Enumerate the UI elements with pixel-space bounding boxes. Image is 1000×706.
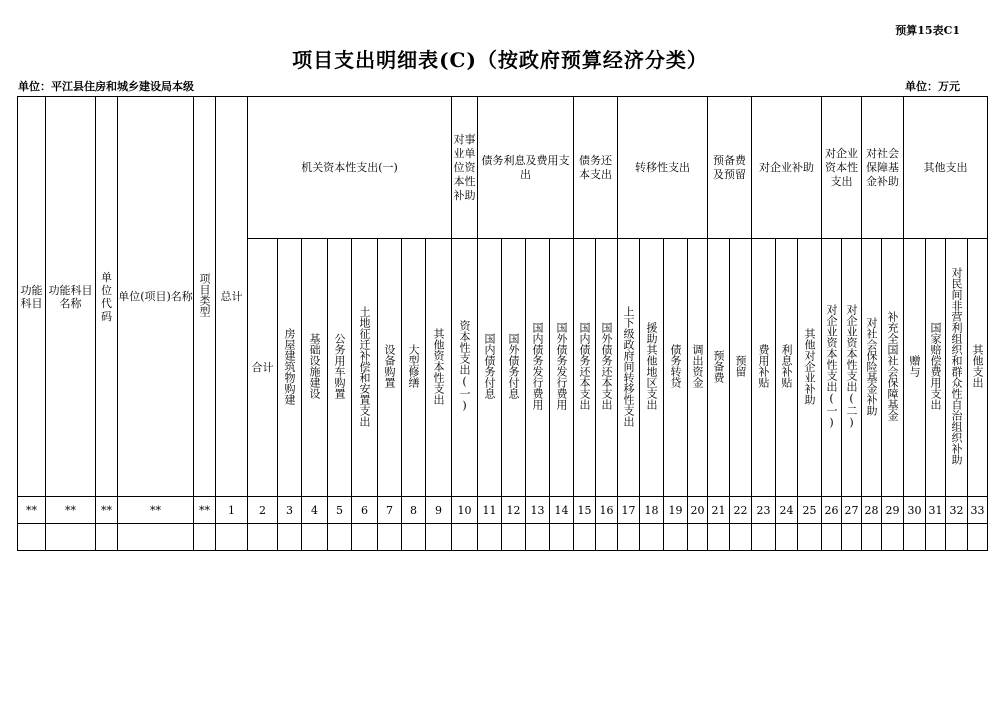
data-cell xyxy=(118,524,194,551)
data-cell xyxy=(968,524,988,551)
sub-col-header xyxy=(352,239,378,497)
group-header-1: 对事业单位资本性补助 xyxy=(452,97,478,239)
index-cell: ** xyxy=(96,497,118,524)
data-cell xyxy=(822,524,842,551)
sub-col-header xyxy=(688,239,708,497)
data-cell xyxy=(248,524,278,551)
sub-col-header xyxy=(478,239,502,497)
index-cell: 21 xyxy=(708,497,730,524)
sub-col-header xyxy=(640,239,664,497)
sub-col-label: 基础设施建设 xyxy=(308,333,321,399)
data-cell xyxy=(526,524,550,551)
data-cell xyxy=(926,524,946,551)
sub-col-header xyxy=(502,239,526,497)
index-cell: 26 xyxy=(822,497,842,524)
index-cell: 17 xyxy=(618,497,640,524)
sub-col-header xyxy=(882,239,904,497)
index-cell: ** xyxy=(118,497,194,524)
sub-col-label: 利息补贴 xyxy=(780,344,793,388)
col-header-total: 总计 xyxy=(216,97,248,497)
index-cell: 10 xyxy=(452,497,478,524)
index-cell: 9 xyxy=(426,497,452,524)
data-cell xyxy=(328,524,352,551)
data-cell xyxy=(452,524,478,551)
sub-col-label: 土地征迁补偿和安置支出 xyxy=(358,305,371,427)
index-cell: ** xyxy=(18,497,46,524)
data-row xyxy=(18,524,988,551)
budget-table xyxy=(17,96,988,551)
sub-col-label: 设备购置 xyxy=(383,344,396,388)
sub-col-header xyxy=(278,239,302,497)
sub-col-label: 对企业资本性支出(二) xyxy=(845,303,858,429)
index-cell: 23 xyxy=(752,497,776,524)
sub-col-header xyxy=(926,239,946,497)
sub-col-header xyxy=(302,239,328,497)
sub-col-label: 资本性支出(一) xyxy=(458,320,471,412)
sub-col-label: 国外债务付息 xyxy=(507,333,520,399)
sub-col-label: 对社会保险基金补助 xyxy=(865,316,878,416)
index-cell: 6 xyxy=(352,497,378,524)
index-cell: 15 xyxy=(574,497,596,524)
index-cell: 22 xyxy=(730,497,752,524)
sub-col-label: 国内债务付息 xyxy=(483,333,496,399)
group-header-6: 对企业补助 xyxy=(752,97,822,239)
data-cell xyxy=(352,524,378,551)
data-cell xyxy=(46,524,96,551)
data-cell xyxy=(664,524,688,551)
data-cell xyxy=(776,524,798,551)
data-cell xyxy=(550,524,574,551)
index-cell: 24 xyxy=(776,497,798,524)
unit-label-right: 单位：万元 xyxy=(905,80,960,93)
group-header-4: 转移性支出 xyxy=(618,97,708,239)
sub-col-label: 房屋建筑物购建 xyxy=(283,327,296,405)
data-cell xyxy=(946,524,968,551)
group-header-5: 预备费及预留 xyxy=(708,97,752,239)
sub-col-label: 国外债务还本支出 xyxy=(600,322,613,410)
group-header-3: 债务还本支出 xyxy=(574,97,618,239)
sub-col-label: 公务用车购置 xyxy=(333,333,346,399)
data-cell xyxy=(640,524,664,551)
data-cell xyxy=(574,524,596,551)
sub-col-label: 债务转贷 xyxy=(669,344,682,388)
index-cell: ** xyxy=(194,497,216,524)
col-header-func-subject-name: 功能科目名称 xyxy=(46,97,96,497)
col-header-unit-name: 单位(项目)名称 xyxy=(118,97,194,497)
sub-col-label: 援助其他地区支出 xyxy=(645,322,658,410)
sub-col-header xyxy=(426,239,452,497)
sub-col-header xyxy=(752,239,776,497)
data-cell xyxy=(426,524,452,551)
index-cell: 16 xyxy=(596,497,618,524)
sub-col-header xyxy=(968,239,988,497)
data-cell xyxy=(18,524,46,551)
sub-col-header xyxy=(708,239,730,497)
index-cell: 28 xyxy=(862,497,882,524)
group-header-2: 债务利息及费用支出 xyxy=(478,97,574,239)
sub-col-label: 其他支出 xyxy=(971,344,984,388)
sub-col-label: 其他资本性支出 xyxy=(432,327,445,405)
sub-col-label: 国家赔偿费用支出 xyxy=(929,322,942,410)
sub-col-label: 大型修缮 xyxy=(407,344,420,388)
sub-col-label: 对企业资本性支出(一) xyxy=(825,303,838,429)
data-cell xyxy=(278,524,302,551)
group-header-7: 对企业资本性支出 xyxy=(822,97,862,239)
data-cell xyxy=(216,524,248,551)
index-cell: 8 xyxy=(402,497,426,524)
group-header-9: 其他支出 xyxy=(904,97,988,239)
sub-col-label: 预留 xyxy=(734,355,747,377)
unit-label-left: 单位：平江县住房和城乡建设局本级 xyxy=(18,80,194,93)
sub-col-label: 费用补贴 xyxy=(757,344,770,388)
sub-col-header xyxy=(452,239,478,497)
data-cell xyxy=(862,524,882,551)
index-cell: 19 xyxy=(664,497,688,524)
index-cell: 11 xyxy=(478,497,502,524)
sub-col-header xyxy=(946,239,968,497)
sub-col-header xyxy=(776,239,798,497)
data-cell xyxy=(618,524,640,551)
sub-col-label: 上下级政府间转移性支出 xyxy=(622,305,635,427)
sub-col-label: 国外债务发行费用 xyxy=(555,322,568,410)
data-cell xyxy=(478,524,502,551)
index-cell: 1 xyxy=(216,497,248,524)
sub-col-header xyxy=(596,239,618,497)
sub-col-header xyxy=(248,239,278,497)
sub-col-header xyxy=(402,239,426,497)
sub-col-header xyxy=(798,239,822,497)
col-header-unit-code: 单位代码 xyxy=(96,97,118,497)
sub-col-header xyxy=(664,239,688,497)
sub-col-header xyxy=(904,239,926,497)
index-cell: 5 xyxy=(328,497,352,524)
sub-col-header xyxy=(618,239,640,497)
index-cell: 12 xyxy=(502,497,526,524)
sub-col-label: 赠与 xyxy=(908,355,921,377)
sub-col-label: 合计 xyxy=(251,361,274,374)
data-cell xyxy=(798,524,822,551)
sub-col-header xyxy=(574,239,596,497)
sub-col-label: 调出资金 xyxy=(691,344,704,388)
sub-col-label: 预备费 xyxy=(712,349,725,383)
data-cell xyxy=(730,524,752,551)
index-cell: 14 xyxy=(550,497,574,524)
data-cell xyxy=(378,524,402,551)
index-cell: 13 xyxy=(526,497,550,524)
index-cell: 31 xyxy=(926,497,946,524)
sub-col-header xyxy=(526,239,550,497)
index-cell: ** xyxy=(46,497,96,524)
index-cell: 2 xyxy=(248,497,278,524)
index-cell: 30 xyxy=(904,497,926,524)
group-header-0: 机关资本性支出(一) xyxy=(248,97,452,239)
index-row xyxy=(18,497,988,524)
sub-col-label: 对民间非营利组织和群众性自治组织补助 xyxy=(950,267,963,465)
data-cell xyxy=(502,524,526,551)
sub-col-label: 国内债务发行费用 xyxy=(531,322,544,410)
index-cell: 18 xyxy=(640,497,664,524)
index-cell: 7 xyxy=(378,497,402,524)
sub-col-label: 其他对企业补助 xyxy=(803,327,816,405)
sub-col-header xyxy=(730,239,752,497)
data-cell xyxy=(688,524,708,551)
index-cell: 4 xyxy=(302,497,328,524)
data-cell xyxy=(708,524,730,551)
sub-col-header xyxy=(328,239,352,497)
data-cell xyxy=(194,524,216,551)
data-cell xyxy=(402,524,426,551)
data-cell xyxy=(596,524,618,551)
col-header-project-type: 项目类型 xyxy=(194,97,216,497)
data-cell xyxy=(752,524,776,551)
index-cell: 29 xyxy=(882,497,904,524)
page-title: 项目支出明细表(C)（按政府预算经济分类） xyxy=(292,48,708,72)
index-cell: 25 xyxy=(798,497,822,524)
col-header-func-subject: 功能科目 xyxy=(18,97,46,497)
index-cell: 32 xyxy=(946,497,968,524)
index-cell: 3 xyxy=(278,497,302,524)
data-cell xyxy=(302,524,328,551)
data-cell xyxy=(842,524,862,551)
sub-col-label: 补充全国社会保障基金 xyxy=(886,311,899,421)
data-cell xyxy=(96,524,118,551)
index-cell: 27 xyxy=(842,497,862,524)
data-cell xyxy=(904,524,926,551)
form-code: 预算15表C1 xyxy=(895,24,960,37)
group-header-8: 对社会保障基金补助 xyxy=(862,97,904,239)
sub-col-header xyxy=(842,239,862,497)
sub-col-header xyxy=(862,239,882,497)
sub-col-label: 国内债务还本支出 xyxy=(578,322,591,410)
sub-col-header xyxy=(822,239,842,497)
group-header-row xyxy=(18,97,988,239)
data-cell xyxy=(882,524,904,551)
sub-col-header xyxy=(378,239,402,497)
index-cell: 33 xyxy=(968,497,988,524)
sub-col-header xyxy=(550,239,574,497)
index-cell: 20 xyxy=(688,497,708,524)
